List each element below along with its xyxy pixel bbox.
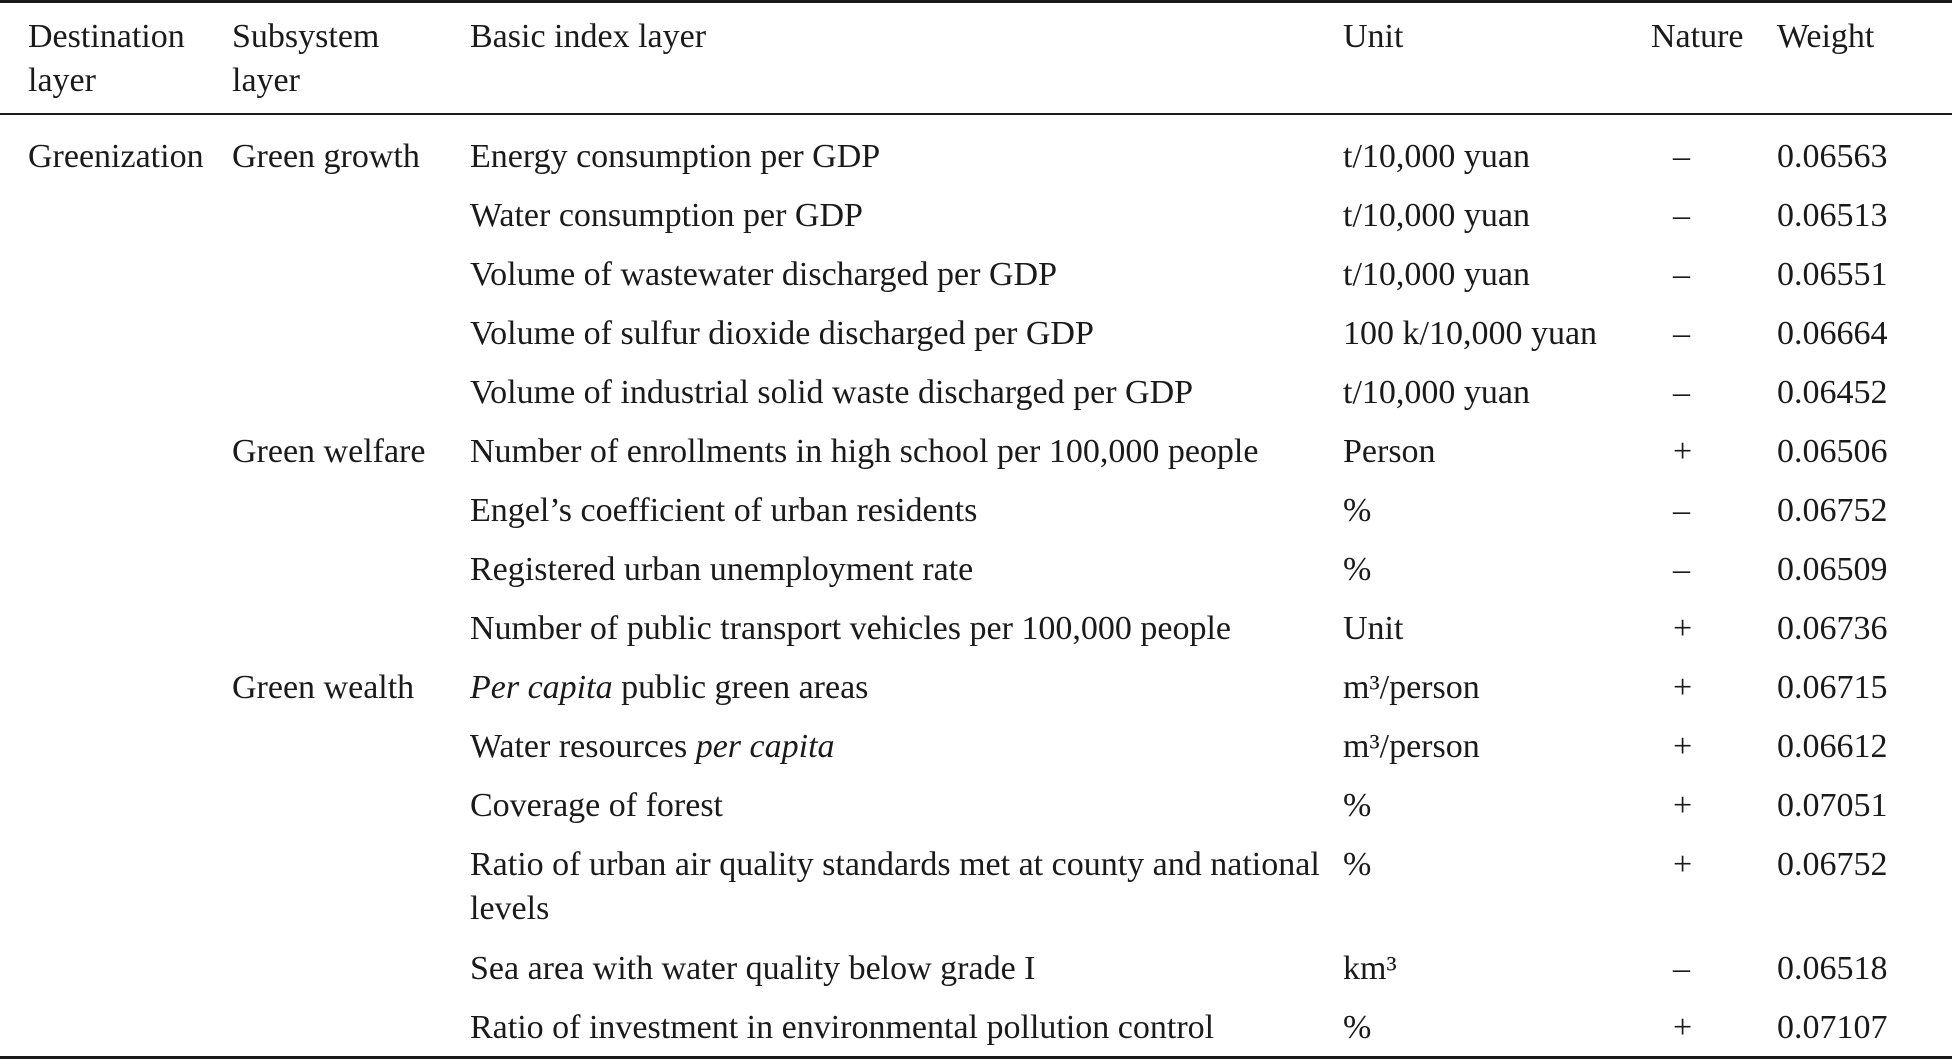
cell-weight: 0.06563 bbox=[1777, 138, 1888, 175]
cell-subsystem bbox=[232, 599, 470, 658]
cell-subsystem bbox=[232, 835, 470, 939]
cell-unit: Person bbox=[1343, 433, 1436, 470]
cell-index-pre: Water resources bbox=[470, 728, 696, 765]
cell-subsystem bbox=[232, 776, 470, 835]
cell-unit: % bbox=[1343, 846, 1372, 883]
cell-destination bbox=[0, 363, 232, 422]
cell-subsystem: Green wealth bbox=[232, 669, 415, 706]
cell-nature: – bbox=[1673, 256, 1690, 293]
cell-destination: Greenization bbox=[28, 138, 204, 175]
cell-nature: – bbox=[1673, 950, 1690, 987]
cell-nature: + bbox=[1673, 669, 1693, 706]
cell-index: Number of enrollments in high school per 100,000 people bbox=[470, 433, 1259, 470]
cell-weight: 0.07107 bbox=[1777, 1009, 1888, 1046]
cell-subsystem: Green welfare bbox=[232, 433, 426, 470]
table-row bbox=[0, 114, 1952, 186]
cell-subsystem bbox=[232, 304, 470, 363]
cell-subsystem bbox=[232, 717, 470, 776]
cell-unit: % bbox=[1343, 787, 1372, 824]
cell-index: Sea area with water quality below grade I bbox=[470, 950, 1036, 987]
header-row bbox=[0, 2, 1952, 115]
cell-unit: m³/person bbox=[1343, 669, 1480, 706]
cell-unit: Unit bbox=[1343, 610, 1404, 647]
cell-unit: t/10,000 yuan bbox=[1343, 197, 1530, 234]
header-basic-index-layer: Basic index layer bbox=[470, 18, 707, 55]
cell-index: Energy consumption per GDP bbox=[470, 138, 881, 175]
table-row bbox=[0, 422, 1952, 481]
table-row bbox=[0, 186, 1952, 245]
cell-destination bbox=[0, 776, 232, 835]
cell-weight: 0.06612 bbox=[1777, 728, 1888, 765]
cell-index: Water consumption per GDP bbox=[470, 197, 863, 234]
cell-index: Number of public transport vehicles per 100,000 people bbox=[470, 610, 1232, 647]
cell-index-rest: public green areas bbox=[612, 669, 869, 706]
cell-subsystem: Green growth bbox=[232, 138, 420, 175]
cell-destination bbox=[0, 245, 232, 304]
cell-index: Engel’s coefficient of urban residents bbox=[470, 492, 978, 529]
cell-unit: km³ bbox=[1343, 950, 1397, 987]
table-row bbox=[0, 717, 1952, 776]
cell-nature: + bbox=[1673, 846, 1693, 883]
cell-unit: t/10,000 yuan bbox=[1343, 138, 1530, 175]
cell-index-italic: per capita bbox=[695, 728, 835, 765]
cell-nature: + bbox=[1673, 1009, 1693, 1046]
header-nature: Nature bbox=[1651, 18, 1744, 55]
header-subsystem-layer: Subsystem layer bbox=[232, 18, 380, 99]
table-row bbox=[0, 998, 1952, 1057]
cell-subsystem bbox=[232, 186, 470, 245]
cell-index: Ratio of urban air quality standards met at county and national levels bbox=[470, 846, 1320, 927]
cell-destination bbox=[0, 599, 232, 658]
cell-destination bbox=[0, 835, 232, 939]
cell-destination bbox=[0, 939, 232, 998]
cell-weight: 0.06509 bbox=[1777, 551, 1888, 588]
cell-weight: 0.06506 bbox=[1777, 433, 1888, 470]
cell-index: Volume of industrial solid waste discharged per GDP bbox=[470, 374, 1194, 411]
cell-weight: 0.06736 bbox=[1777, 610, 1888, 647]
cell-subsystem bbox=[232, 540, 470, 599]
cell-unit: 100 k/10,000 yuan bbox=[1343, 315, 1598, 352]
cell-destination bbox=[0, 658, 232, 717]
header-weight: Weight bbox=[1777, 18, 1875, 55]
cell-subsystem bbox=[232, 245, 470, 304]
table-row bbox=[0, 245, 1952, 304]
cell-weight: 0.06752 bbox=[1777, 492, 1888, 529]
cell-index: Registered urban unemployment rate bbox=[470, 551, 974, 588]
cell-destination bbox=[0, 304, 232, 363]
cell-nature: + bbox=[1673, 728, 1693, 765]
cell-unit: t/10,000 yuan bbox=[1343, 374, 1530, 411]
cell-weight: 0.06452 bbox=[1777, 374, 1888, 411]
table-row bbox=[0, 599, 1952, 658]
table-row bbox=[0, 835, 1952, 939]
cell-index: Volume of wastewater discharged per GDP bbox=[470, 256, 1057, 293]
cell-weight: 0.07051 bbox=[1777, 787, 1888, 824]
header-unit: Unit bbox=[1343, 18, 1404, 55]
cell-index: Ratio of investment in environmental pollution control bbox=[470, 1009, 1215, 1046]
cell-unit: % bbox=[1343, 1009, 1372, 1046]
cell-unit: % bbox=[1343, 551, 1372, 588]
cell-weight: 0.06664 bbox=[1777, 315, 1888, 352]
header-destination-layer: Destination layer bbox=[28, 18, 185, 99]
cell-subsystem bbox=[232, 363, 470, 422]
cell-destination bbox=[0, 540, 232, 599]
table-row bbox=[0, 939, 1952, 998]
cell-index: Volume of sulfur dioxide discharged per GDP bbox=[470, 315, 1094, 352]
table-row bbox=[0, 481, 1952, 540]
table-row bbox=[0, 363, 1952, 422]
cell-nature: – bbox=[1673, 315, 1690, 352]
cell-index bbox=[470, 658, 1343, 717]
cell-index-italic: Per capita bbox=[470, 669, 613, 706]
cell-weight: 0.06513 bbox=[1777, 197, 1888, 234]
table-row bbox=[0, 540, 1952, 599]
cell-destination bbox=[0, 998, 232, 1057]
cell-nature: – bbox=[1673, 197, 1690, 234]
cell-nature: – bbox=[1673, 551, 1690, 588]
cell-weight: 0.06518 bbox=[1777, 950, 1888, 987]
cell-unit: t/10,000 yuan bbox=[1343, 256, 1530, 293]
cell-destination bbox=[0, 481, 232, 540]
cell-unit: % bbox=[1343, 492, 1372, 529]
cell-index bbox=[470, 717, 1343, 776]
cell-nature: – bbox=[1673, 374, 1690, 411]
cell-subsystem bbox=[232, 998, 470, 1057]
cell-destination bbox=[0, 186, 232, 245]
table-row bbox=[0, 776, 1952, 835]
table-row bbox=[0, 658, 1952, 717]
cell-unit: m³/person bbox=[1343, 728, 1480, 765]
cell-weight: 0.06752 bbox=[1777, 846, 1888, 883]
cell-index: Coverage of forest bbox=[470, 787, 724, 824]
cell-nature: – bbox=[1673, 138, 1690, 175]
cell-subsystem bbox=[232, 939, 470, 998]
cell-nature: + bbox=[1673, 433, 1693, 470]
cell-destination bbox=[0, 422, 232, 481]
cell-weight: 0.06715 bbox=[1777, 669, 1888, 706]
cell-weight: 0.06551 bbox=[1777, 256, 1888, 293]
cell-subsystem bbox=[232, 481, 470, 540]
cell-nature: – bbox=[1673, 492, 1690, 529]
cell-destination bbox=[0, 717, 232, 776]
cell-nature: + bbox=[1673, 610, 1693, 647]
table-row bbox=[0, 304, 1952, 363]
cell-nature: + bbox=[1673, 787, 1693, 824]
